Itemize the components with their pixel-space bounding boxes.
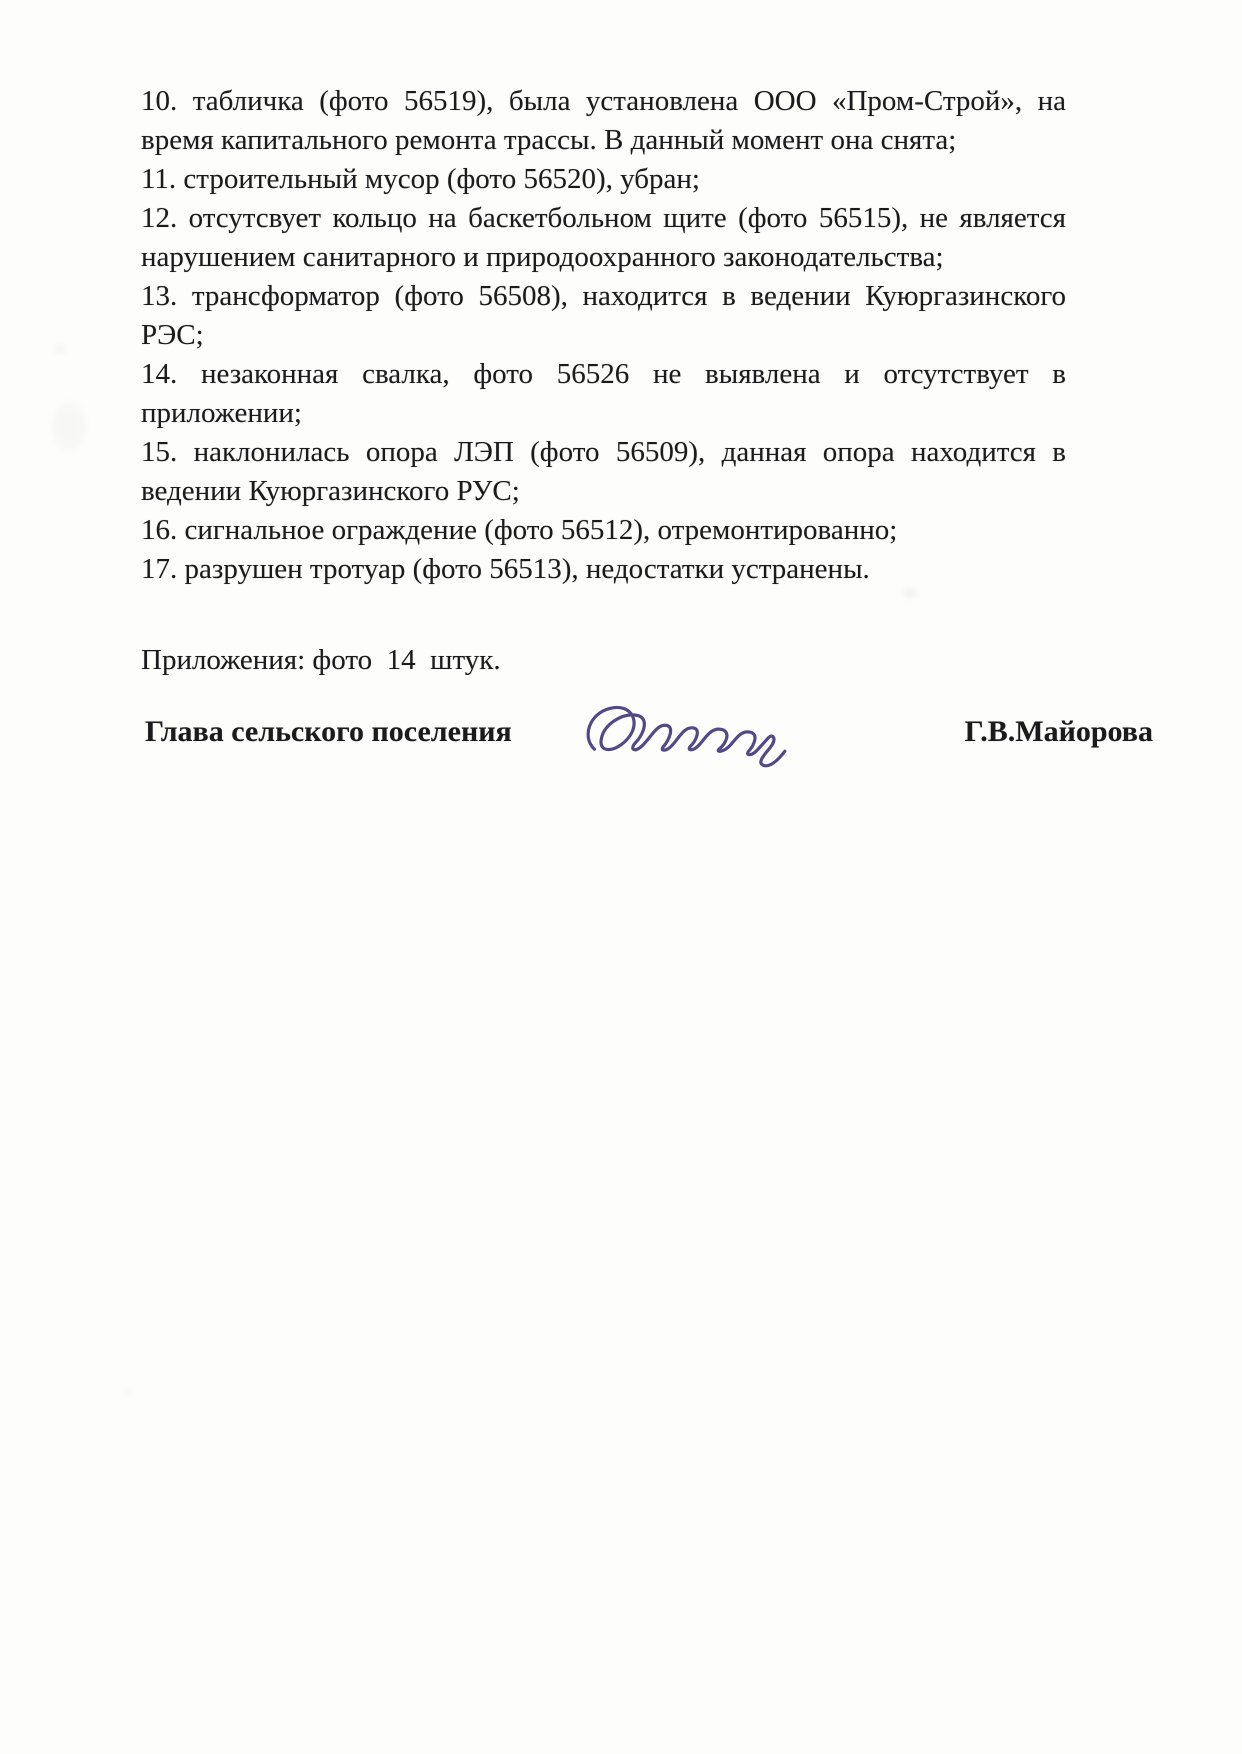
scan-speckle bbox=[55, 345, 65, 353]
scan-speckle bbox=[122, 1388, 134, 1397]
list-item-15: 15. наклонилась опора ЛЭП (фото 56509), данная опора находится в ведении Куюргазинского РУС; bbox=[141, 436, 1066, 507]
list-item-11: 11. строительный мусор (фото 56520), убран; bbox=[141, 163, 700, 195]
scan-speckle bbox=[903, 588, 917, 598]
handwritten-signature bbox=[576, 682, 811, 794]
list-item-10: 10. табличка (фото 56519), была установлена ООО «Пром-Строй», на время капитального ремонта трассы. В данный момент она снята; bbox=[141, 85, 1066, 156]
list-item-13: 13. трансформатор (фото 56508), находится в ведении Куюргазинского РЭС; bbox=[141, 280, 1066, 351]
attachments-line: Приложения: фото 14 штук. bbox=[141, 644, 501, 676]
scan-speckle bbox=[52, 402, 86, 450]
signoff-name: Г.В.Майорова bbox=[964, 715, 1153, 748]
list-item-16: 16. сигнальное ограждение (фото 56512), отремонтированно; bbox=[141, 514, 898, 546]
numbered-list bbox=[141, 82, 1066, 680]
signature-stroke bbox=[587, 699, 786, 775]
signoff-title: Глава сельского поселения bbox=[145, 715, 512, 748]
list-item-12: 12. отсутсвует кольцо на баскетбольном щите (фото 56515), не является нарушением санитарного и природоохранного законодательства; bbox=[141, 202, 1066, 273]
list-item-14: 14. незаконная свалка, фото 56526 не выявлена и отсутствует в приложении; bbox=[141, 358, 1066, 429]
list-item-17: 17. разрушен тротуар (фото 56513), недостатки устранены. bbox=[141, 553, 870, 585]
